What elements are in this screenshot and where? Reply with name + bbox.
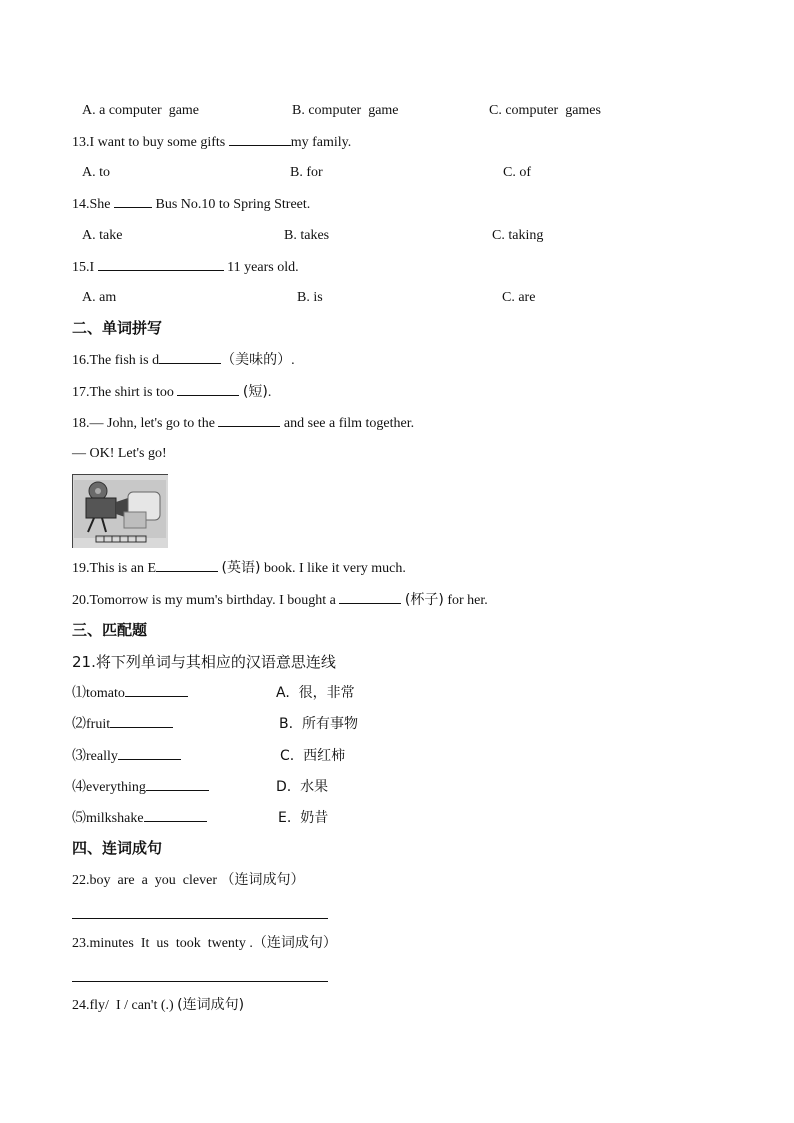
q14-option-a: A. take (82, 228, 123, 243)
q21-right-d: D. 水果 (276, 779, 329, 795)
q12-option-c: C. computer games (489, 103, 601, 118)
q20-stem: 20.Tomorrow is my mum's birthday. I bought a (杯子) for her. (72, 592, 488, 608)
q22-answer-line (72, 918, 328, 919)
q13-stem: 13.I want to buy some gifts my family. (72, 132, 351, 153)
section-4-heading: 四、连词成句 (72, 839, 163, 857)
q21-right-c: C. 西红柿 (280, 748, 346, 764)
q21-right-e: E. 奶昔 (278, 810, 329, 826)
q19-stem: 19.This is an E (英语) book. I like it very much. (72, 560, 406, 576)
q13-option-b: B. for (290, 165, 323, 180)
q13-option-a: A. to (82, 165, 110, 180)
q21-blank-2 (110, 714, 173, 728)
q23-answer-line (72, 981, 328, 982)
q21-blank-1 (125, 683, 188, 697)
q19-blank (156, 558, 218, 572)
q21-blank-4 (146, 777, 209, 791)
q16-blank (159, 350, 221, 364)
section-3-heading: 三、匹配题 (72, 621, 148, 639)
q18-stem: 18.— John, let's go to the and see a film together. (72, 413, 414, 434)
q21-left-5: ⑸milkshake (72, 808, 207, 829)
q21-right-b: B. 所有事物 (279, 716, 358, 732)
q15-stem: 15.I 11 years old. (72, 257, 299, 278)
q18-reply: — OK! Let's go! (72, 446, 167, 461)
q16-stem: 16.The fish is d （美味的）. (72, 352, 295, 368)
q21-left-4: ⑷everything (72, 777, 209, 798)
q24-stem: 24.fly/ I / can't (.) (连词成句) (72, 997, 245, 1013)
q14-option-c: C. taking (492, 228, 544, 243)
q23-stem: 23.minutes It us took twenty .（连词成句） (72, 935, 337, 951)
q21-left-3: ⑶really (72, 746, 181, 767)
q13-blank (229, 132, 291, 146)
q14-blank (114, 194, 152, 208)
q15-option-c: C. are (502, 290, 536, 305)
section-2-heading: 二、单词拼写 (72, 319, 163, 337)
q21-blank-5 (144, 808, 207, 822)
q21-stem: 21.将下列单词与其相应的汉语意思连线 (72, 653, 336, 671)
q17-blank (177, 382, 239, 396)
q22-stem: 22.boy are a you clever （连词成句） (72, 872, 305, 888)
q14-stem: 14.She Bus No.10 to Spring Street. (72, 194, 310, 215)
q12-option-a: A. a computer game (82, 103, 200, 118)
q18-blank (218, 413, 280, 427)
q21-blank-3 (118, 746, 181, 760)
cinema-projector-image (72, 474, 168, 548)
q15-option-a: A. am (82, 290, 117, 305)
q21-left-1: ⑴tomato (72, 683, 188, 704)
q21-left-2: ⑵fruit (72, 714, 173, 735)
q17-stem: 17.The shirt is too (短). (72, 384, 272, 400)
q15-blank (98, 257, 224, 271)
q12-option-b: B. computer game (292, 103, 399, 118)
q21-right-a: A. 很，非常 (276, 685, 355, 701)
q13-option-c: C. of (503, 165, 531, 180)
q14-option-b: B. takes (284, 228, 330, 243)
q20-blank (339, 590, 401, 604)
q15-option-b: B. is (297, 290, 323, 305)
